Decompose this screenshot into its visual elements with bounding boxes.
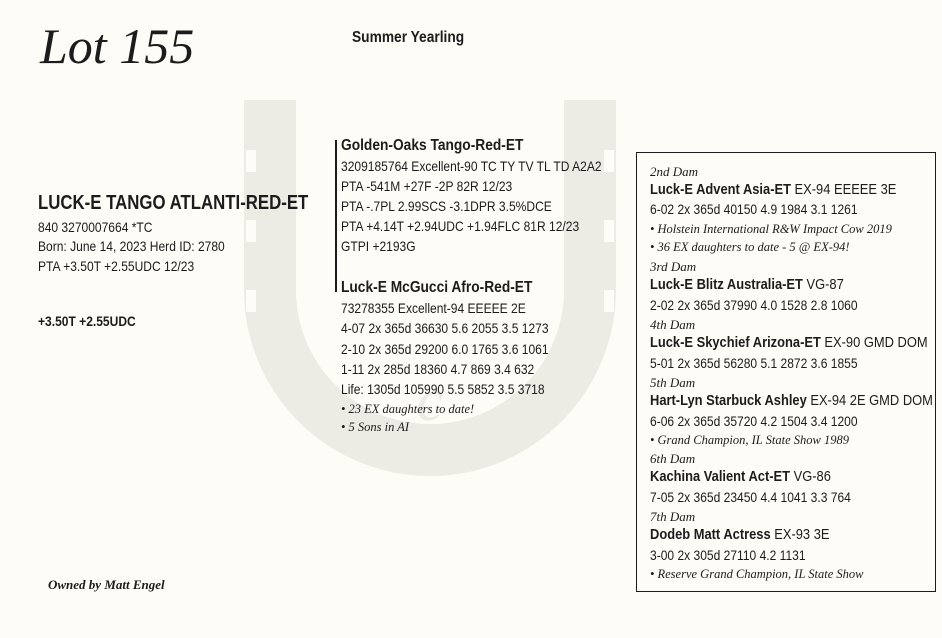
animal-registration: 840 3270007664 *TC — [38, 219, 153, 235]
sire-line: PTA -.7PL 2.99SCS -3.1DPR 3.5%DCE — [341, 198, 552, 214]
dam-line: 4-07 2x 365d 36630 5.6 2055 3.5 1273 — [341, 320, 549, 336]
dam-entry-name: Luck-E Blitz Australia-ET VG-87 — [650, 276, 844, 293]
dam-entry-name: Kachina Valient Act-ET VG-86 — [650, 468, 831, 485]
dam-record: 5-01 2x 365d 56280 5.1 2872 3.6 1855 — [650, 355, 858, 371]
dam-line: 2-10 2x 365d 29200 6.0 1765 3.6 1061 — [341, 341, 549, 357]
dam-line: 73278355 Excellent-94 EEEEE 2E — [341, 300, 526, 316]
sire-line: PTA +4.14T +2.94UDC +1.94FLC 81R 12/23 — [341, 218, 580, 234]
dam-line: Life: 1305d 105990 5.5 5852 3.5 3718 — [341, 381, 545, 397]
animal-pta: PTA +3.50T +2.55UDC 12/23 — [38, 258, 195, 274]
svg-text:c: c — [416, 367, 444, 433]
sale-category: Summer Yearling — [352, 29, 465, 46]
dam-generation: 2nd Dam — [650, 164, 699, 179]
sire-line: PTA -541M +27F -2P 82R 12/23 — [341, 178, 513, 194]
sire-name: Golden-Oaks Tango-Red-ET — [341, 137, 524, 154]
dam-generation: 7th Dam — [650, 509, 696, 524]
dam-note: • Grand Champion, IL State Show 1989 — [650, 433, 849, 447]
sire-line: 3209185764 Excellent-90 TC TY TV TL TD A2A2 — [341, 158, 602, 174]
animal-birth-herd: Born: June 14, 2023 Herd ID: 2780 — [38, 238, 225, 254]
owner-line: Owned by Matt Engel — [48, 577, 165, 592]
dam-note: • 5 Sons in AI — [341, 420, 410, 434]
dam-entry-name: Dodeb Matt Actress EX-93 3E — [650, 526, 830, 543]
dam-generation: 5th Dam — [650, 375, 696, 390]
dam-note: • 36 EX daughters to date - 5 @ EX-94! — [650, 240, 850, 254]
sire-divider — [335, 140, 337, 292]
dam-record: 7-05 2x 365d 23450 4.4 1041 3.3 764 — [650, 489, 851, 505]
lot-number: Lot 155 — [40, 18, 195, 74]
sire-line: GTPI +2193G — [341, 238, 416, 254]
dam-generation: 4th Dam — [650, 317, 696, 332]
dam-record: 6-02 2x 365d 40150 4.9 1984 3.1 1261 — [650, 201, 858, 217]
dam-entry-name: Luck-E Skychief Arizona-ET EX-90 GMD DOM — [650, 334, 928, 351]
dam-record: 6-06 2x 365d 35720 4.2 1504 3.4 1200 — [650, 413, 858, 429]
dam-note: • Reserve Grand Champion, IL State Show — [650, 567, 864, 581]
dam-record: 2-02 2x 365d 37990 4.0 1528 2.8 1060 — [650, 297, 858, 313]
dam-generation: 3rd Dam — [650, 259, 697, 274]
dam-entry-name: Hart-Lyn Starbuck Ashley EX-94 2E GMD DOM — [650, 392, 933, 409]
dam-generation: 6th Dam — [650, 451, 696, 466]
dam-line: 1-11 2x 285d 18360 4.7 869 3.4 632 — [341, 361, 535, 377]
dam-note: • Holstein International R&W Impact Cow 2019 — [650, 222, 892, 236]
animal-summary: +3.50T +2.55UDC — [38, 313, 136, 329]
dam-note: • 23 EX daughters to date! — [341, 402, 475, 416]
dam-entry-name: Luck-E Advent Asia-ET EX-94 EEEEE 3E — [650, 181, 897, 198]
animal-name: LUCK-E TANGO ATLANTI-RED-ET — [38, 192, 309, 214]
dam-record: 3-00 2x 305d 27110 4.2 1131 — [650, 547, 806, 563]
dam-name: Luck-E McGucci Afro-Red-ET — [341, 279, 533, 296]
